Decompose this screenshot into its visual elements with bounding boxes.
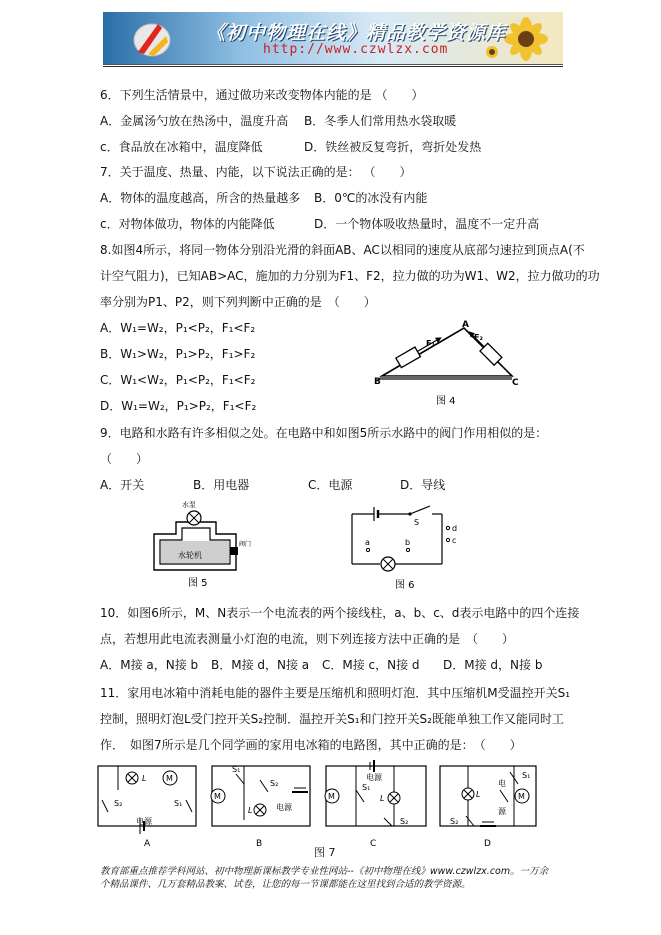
circuit-b bbox=[211, 765, 310, 849]
fig7c-lamp: L bbox=[380, 794, 385, 803]
site-title: 《初中物理在线》精品教学资源库 bbox=[206, 22, 507, 44]
fig4-label-a: A bbox=[462, 320, 469, 330]
q6-option-b: B．冬季人们常用热水袋取暖 bbox=[304, 114, 457, 128]
fig5-valve: 阀门 bbox=[239, 541, 252, 548]
footer-line-2: 个精品课件、几万套精品教案、试卷，让您的每一节课都能在这里找到合适的教学资源。 bbox=[100, 879, 471, 890]
q8-option-a: A．W₁=W₂，P₁<P₂，F₁<F₂ bbox=[100, 321, 256, 335]
figure-4-incline bbox=[372, 318, 532, 410]
q9-option-c: C．电源 bbox=[308, 478, 353, 492]
figure-7-caption: 图 7 bbox=[314, 846, 336, 859]
q8-line-3: 率分别为P1、P2，则下列判断中正确的是 （ ） bbox=[100, 295, 376, 309]
q7-option-d: D．一个物体吸收热量时，温度不一定升高 bbox=[314, 217, 540, 231]
fig7d-motor: M bbox=[518, 792, 525, 801]
q9-option-d: D．导线 bbox=[400, 478, 446, 492]
figure-7-circuits bbox=[94, 760, 554, 852]
circuit-c bbox=[325, 760, 426, 849]
footer-line-1: 教育部重点推荐学科网站、初中物理新课标教学专业性网站--《初中物理在线》www.czwlzx.com。一万余 bbox=[100, 866, 549, 877]
circuit-d bbox=[440, 766, 536, 849]
fig7b-s1: S₁ bbox=[232, 765, 241, 774]
fig7-option-a: A bbox=[144, 839, 151, 849]
q9-option-a: A．开关 bbox=[100, 478, 145, 492]
fig7c-motor: M bbox=[328, 792, 335, 801]
q10-option-c: C．M接 c，N接 d bbox=[322, 658, 420, 672]
q10-line-2: 点，若想用此电流表测量小灯泡的电流，则下列连接方法中正确的是 （ ） bbox=[100, 632, 515, 646]
fig7a-lamp: L bbox=[142, 774, 147, 783]
q6-option-a: A．金属汤勺放在热汤中，温度升高 bbox=[100, 114, 289, 128]
fig7-option-b: B bbox=[256, 839, 263, 849]
q9-line-2: （ ） bbox=[100, 452, 149, 466]
fig7d-source-2: 源 bbox=[498, 807, 506, 816]
fig7b-motor: M bbox=[214, 792, 221, 801]
fig7-option-c: C bbox=[370, 839, 377, 849]
q9-option-b: B．用电器 bbox=[193, 478, 250, 492]
q6-option-d: D．铁丝被反复弯折，弯折处发热 bbox=[304, 140, 482, 154]
header-rule bbox=[103, 66, 563, 67]
fig7c-s1: S₁ bbox=[362, 783, 371, 792]
q8-option-c: C．W₁<W₂，P₁<P₂，F₁<F₂ bbox=[100, 373, 256, 387]
fig4-label-b: B bbox=[374, 377, 381, 387]
fig6-label-c: c bbox=[452, 536, 457, 545]
fig7-option-d: D bbox=[484, 839, 491, 849]
fig7b-source: 电源 bbox=[276, 803, 292, 812]
fig7d-lamp: L bbox=[476, 790, 481, 799]
fig6-label-d: d bbox=[452, 524, 458, 533]
q6-stem: 6．下列生活情景中，通过做功来改变物体内能的是 （ ） bbox=[100, 88, 424, 102]
q10-option-a: A．M接 a，N接 b bbox=[100, 658, 199, 672]
q8-line-1: 8.如图4所示，将同一物体分别沿光滑的斜面AB、AC以相同的速度从底部匀速拉到顶点A(不 bbox=[100, 243, 585, 257]
q11-line-3: 作． 如图7所示是几个同学画的家用电冰箱的电路图，其中正确的是： （ ） bbox=[100, 738, 522, 752]
fig6-label-b: b bbox=[405, 538, 411, 547]
figure-5-water-circuit bbox=[146, 500, 252, 592]
fig4-label-f1: F₁ bbox=[426, 339, 435, 348]
fig7b-lamp: L bbox=[248, 806, 253, 815]
q8-option-d: D．W₁=W₂，P₁>P₂，F₁<F₂ bbox=[100, 399, 257, 413]
circuit-a bbox=[98, 766, 196, 849]
fig7c-s2: S₂ bbox=[400, 817, 409, 826]
q7-option-b: B．0℃的冰没有内能 bbox=[314, 191, 428, 205]
q10-option-d: D．M接 d，N接 b bbox=[443, 658, 543, 672]
fig7d-source-1: 电 bbox=[498, 779, 506, 788]
figure-5-caption: 图 5 bbox=[188, 578, 208, 589]
q9-line-1: 9．电路和水路有许多相似之处。在电路中和如图5所示水路中的阀门作用相似的是： bbox=[100, 426, 548, 440]
q10-option-b: B．M接 d，N接 a bbox=[211, 658, 310, 672]
q10-line-1: 10．如图6所示，M、N表示一个电流表的两个接线柱，a、b、c、d表示电路中的四个连接 bbox=[100, 606, 580, 620]
fig7a-s2: S₂ bbox=[114, 799, 123, 808]
q8-line-2: 计空气阻力)，已知AB>AC，施加的力分别为F1、F2，拉力做的功为W1、W2，拉力做功的功 bbox=[100, 269, 600, 283]
fig7a-motor: M bbox=[166, 774, 173, 783]
logo-icon bbox=[128, 14, 176, 62]
fig7a-source: 电源 bbox=[136, 817, 152, 826]
fig7c-source: 电源 bbox=[366, 773, 382, 782]
fig6-label-s: S bbox=[414, 518, 420, 527]
figure-6-circuit bbox=[340, 500, 470, 594]
q7-option-a: A．物体的温度越高，所含的热量越多 bbox=[100, 191, 301, 205]
q8-option-b: B．W₁>W₂，P₁>P₂，F₁>F₂ bbox=[100, 347, 256, 361]
fig4-label-f2: F₂ bbox=[474, 333, 483, 342]
fig4-label-c: C bbox=[512, 378, 519, 388]
q11-line-2: 控制，照明灯泡L受门控开关S₂控制．温控开关S₁和门控开关S₂既能单独工作又能同时工 bbox=[100, 712, 564, 726]
figure-4-caption: 图 4 bbox=[436, 396, 456, 407]
fig7a-s1: S₁ bbox=[174, 799, 183, 808]
site-url[interactable]: http://www.czwlzx.com bbox=[263, 42, 449, 57]
q7-option-c: c．对物体做功，物体的内能降低 bbox=[100, 217, 275, 231]
fig6-label-a: a bbox=[365, 538, 370, 547]
fig5-pump: 水泵 bbox=[182, 501, 196, 509]
figure-6-caption: 图 6 bbox=[395, 580, 415, 591]
fig5-turbine: 水轮机 bbox=[178, 551, 202, 560]
q11-line-1: 11．家用电冰箱中消耗电能的器件主要是压缩机和照明灯泡．其中压缩机M受温控开关S₁ bbox=[100, 686, 571, 700]
fig7b-s2: S₂ bbox=[270, 779, 279, 788]
fig7d-s1: S₁ bbox=[522, 771, 531, 780]
fig7d-s2: S₂ bbox=[450, 817, 459, 826]
q6-option-c: c．食品放在冰箱中，温度降低 bbox=[100, 140, 263, 154]
q7-stem: 7．关于温度、热量、内能，以下说法正确的是： （ ） bbox=[100, 165, 412, 179]
